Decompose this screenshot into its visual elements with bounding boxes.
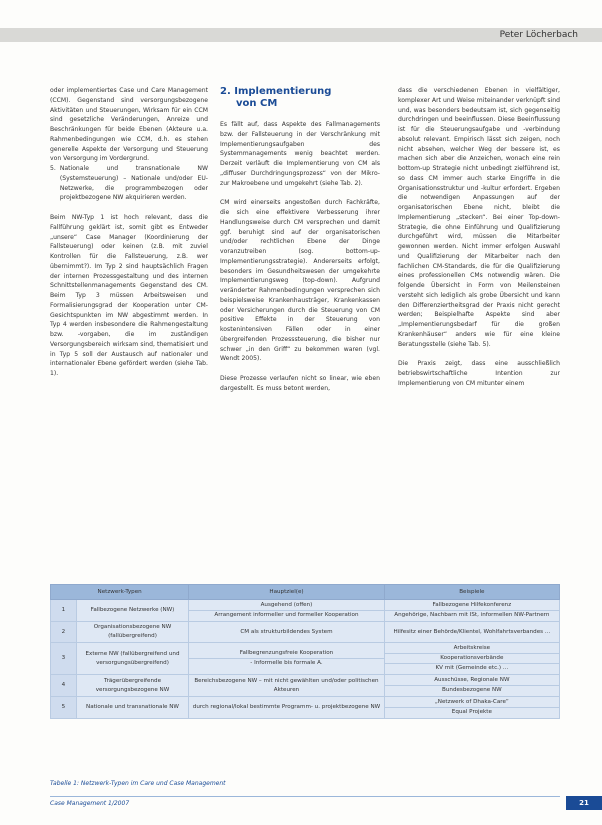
table-row	[51, 675, 560, 697]
network-types-table	[50, 584, 560, 719]
col3-paragraph-1: dass die verschiedenen Ebenen in vielfältiger, komplexer Art und Weise miteinander verknüpft sind und, was besonders bedeutsam ist, sich gegenseitig durchdringen und beeinflussen. Diese Beeinflussung ist für die Steuerungsaufgabe und -verbindung absolut relevant. Empirisch lässt sich zeigen, noch nicht absehen, welcher Weg der bessere ist, es machen sich aber die Anzeichen, wonach eine rein bottom-up Strategie nicht unbedingt zielführend ist, so dass CM immer auch starke Eingriffe in die Organisationsstruktur und -kultur erfordert. Ergeben die notwendigen Anpassungen auf der organisatorischen Ebene nicht, bleibt die Implementierung „stecken“. Bei einer Top-down-Strategie, die ohne Einführung und Qualifizierung durchgeführt wird, müssen die Mitarbeiter gewonnen werden. Nicht immer erfolgen Auswahl und Qualifizierung der Mitarbeiter nach den fachlichen CM-Standards, die für die Qualifizierung eines professionellen CMs notwendig wären. Die folgende Übersicht in Form von Meilensteinen versteht sich lediglich als grobe Übersicht und kann den Differenziertheitsgrad der Praxis nicht gerecht werden; Beispielhafte Aspekte sind aber „Implementierungsbedarf für die großen Krankenhäuser“ anders wie für eine kleine Beratungsstelle (siehe Tab. 5).	[398, 87, 560, 348]
row-type: Fallbezogene Netzwerke (NW)	[76, 600, 189, 622]
row-number: 5	[51, 697, 77, 719]
table-row	[51, 643, 560, 675]
footer-journal: Case Management 1/2007	[50, 800, 130, 807]
row-example-line: KV mit (Gemeinde etc.) ...	[385, 663, 559, 673]
table-row	[51, 600, 560, 622]
column-3	[398, 86, 560, 389]
col1-intro: oder implementiertes Case und Care Management (CCM). Gegenstand sind versorgungsbezogene Aktivitäten und Steuerungen, Wirksam für ein CCM sind gesetzliche Veränderungen, Anreize und Beschränkungen für beide Ebenen (Akteure u.a. Rahmenbedingungen wie CCM, d.h. es stehen generelle Aspekte der Versorgung und Steuerung von Versorgung im Vordergrund.	[50, 87, 208, 163]
row-example-line: Ausschüsse, Regionale NW	[434, 677, 510, 683]
row-examples	[384, 600, 559, 622]
row-goal-line: Bereichsbezogene NW – mit nicht gewählten und/oder politischen Akteuren	[194, 677, 379, 693]
col2-paragraph-1: Es fällt auf, dass Aspekte des Fallmanagements bzw. der Fallsteuerung in der Verschränkung mit Implementierungsaufgaben des Systemmanagements wenig beachtet werden. Derzeit verläuft die Implementierung von CM als „diffuser Durchdringungsprozess“ von der Mikro- zur Makroebene und umgekehrt (siehe Tab. 2).	[220, 121, 380, 187]
header-type: Netzwerk-Typen	[51, 585, 189, 600]
row-number: 1	[51, 600, 77, 622]
row-goal	[189, 697, 384, 719]
row-example-line: Equal Projekte	[385, 707, 559, 717]
col3-paragraph-2: Die Praxis zeigt, dass eine ausschließlich betriebswirtschaftliche Intention zur Implementierung von CM mitunter einem	[398, 360, 560, 387]
row-goal	[189, 600, 384, 622]
row-examples	[384, 697, 559, 719]
row-goal-line: Fallbegrenzungsfreie Kooperation	[239, 650, 334, 656]
table-caption: Tabelle 1: Netzwerk-Typen im Care und Case Management	[50, 780, 226, 787]
row-examples	[384, 643, 559, 675]
header-goal: Hauptziel(e)	[189, 585, 384, 600]
row-goal	[189, 643, 384, 675]
footer-divider	[50, 796, 560, 797]
row-goal	[189, 622, 384, 643]
row-example-line: „Netzwerk of Dhaka-Care“	[434, 699, 509, 705]
section-title	[220, 86, 380, 110]
list-text: Nationale und transnationale NW (Systemsteuerung) – Nationale und/oder EU-Netzwerke, die programmbezogen oder projektbezogene NW akquirieren werden.	[59, 165, 208, 202]
row-number: 2	[51, 622, 77, 643]
column-1	[50, 86, 208, 379]
col2-paragraph-2: CM wird einerseits angestoßen durch Fachkräfte, die sich eine effektivere Verbesserung ihrer Handlungsweise durch CM versprechen und damit ggf. beruhigt sind auf der organisatorischen und/oder rechtlichen Ebene der Dinge voranzutreiben (sog. bottom-up-Implementierungsstrategie). Andererseits erfolgt, besonders im Gesundheitswesen der umgekehrte Implementierungsweg (top-down). Aufgrund veränderter Rahmenbedingungen versprechen sich beispielsweise Krankenhausträger, Krankenkassen oder Versicherungen durch die Steuerung von CM positive Effekte in der Steuerung von kostenintensiven Fällen oder in einer übergreifenden Prozesssteuerung, die bisher nur schwer „in den Griff“ zu bekommen waren (vgl. Wendt 2005).	[220, 199, 380, 363]
row-type: Nationale und transnationale NW	[76, 697, 189, 719]
section-title-line-1: 2. Implementierung	[220, 86, 332, 97]
section-title-line-2: von CM	[236, 98, 278, 109]
row-goal-line: durch regional/lokal bestimmte Programm- u. projektbezogene NW	[192, 704, 381, 710]
row-example-line: Kooperationsverbände	[385, 653, 559, 663]
row-example-line: Hilfesitz einer Behörde/Klientel, Wohlfahrtsverbandes ...	[393, 628, 551, 635]
table-header-row	[51, 585, 560, 600]
row-example-line: Bundesbezogene NW	[385, 685, 559, 695]
table-row	[51, 622, 560, 643]
row-example-line: Angehörige, Nachbarn mit ISt, informellen NW-Partnern	[385, 610, 559, 620]
list-item-5	[50, 164, 208, 203]
row-number: 4	[51, 675, 77, 697]
row-number: 3	[51, 643, 77, 675]
row-type: Externe NW (fallübergreifend und versorgungsübergreifend)	[76, 643, 189, 675]
row-goal-line: Arrangement informeller und formeller Kooperation	[189, 610, 383, 620]
row-goal-line: CM als strukturbildendes System	[240, 628, 333, 635]
row-examples	[384, 675, 559, 697]
header-examples: Beispiele	[384, 585, 559, 600]
row-type: Organisationsbezogene NW (fallübergreifend)	[76, 622, 189, 643]
col1-paragraph-2: Beim NW-Typ 1 ist hoch relevant, dass die Fallführung geklärt ist, somit gibt es Entweder „unsere“ Case Manager (Koordinierung der Fallsteuerung) oder keinen (z.B. mit zuviel Kontrollen für die Fallsteuerung, z.B. wer übernimmt?). Im Typ 2 sind hauptsächlich Fragen der internen Prozessgestaltung und des internen Schnittstellenmanagements Gegenstand des CM. Beim Typ 3 müssen Arbeitsweisen und Formalisierungsgrad der Kooperation unter CM-Gesichtspunkten im NW abgestimmt werden. In Typ 4 werden insbesondere die Rahmengestaltung bzw. -vorgaben, die im zuständigen Versorgungsbereich wirksam sind, thematisiert und in Typ 5 soll der Austausch auf nationaler und internationaler Ebene gefördert werden (siehe Tab. 1).	[50, 214, 208, 377]
row-examples	[384, 622, 559, 643]
column-2	[220, 86, 380, 394]
list-number: 5.	[50, 165, 56, 172]
row-goal-line: Ausgehend (offen)	[260, 602, 313, 608]
row-goal-line: - Informelle bis formale A.	[189, 658, 383, 668]
table-row	[51, 697, 560, 719]
header-author: Peter Löcherbach	[499, 30, 578, 40]
row-goal	[189, 675, 384, 697]
col2-paragraph-3: Diese Prozesse verlaufen nicht so linear, wie eben dargestellt. Es muss betont werden,	[220, 375, 380, 392]
row-example-line: Arbeitskreise	[453, 645, 491, 651]
row-type: Trägerübergreifende versorgungsbezogene NW	[76, 675, 189, 697]
page-number: 21	[566, 796, 602, 810]
row-example-line: Fallbezogene Hilfekonferenz	[432, 602, 512, 608]
